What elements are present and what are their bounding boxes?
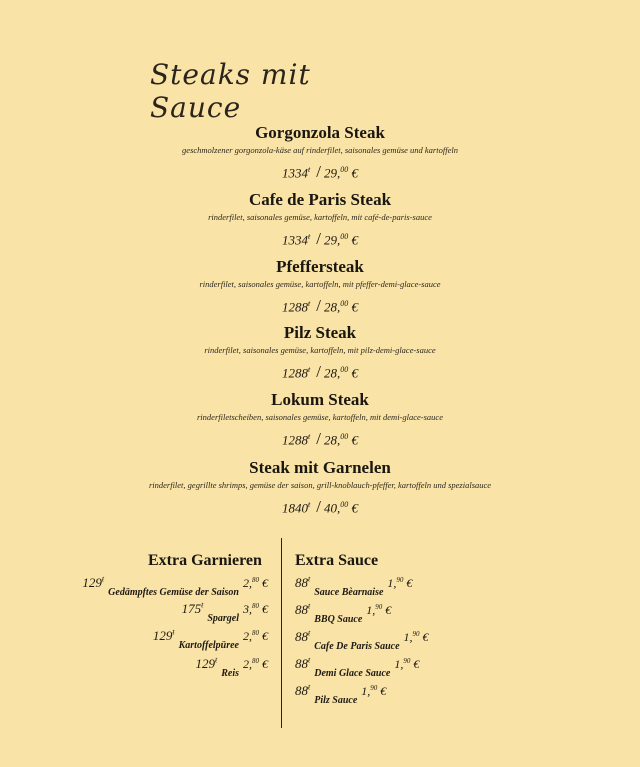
sauce-item: $88^ŧ$ $_{BBQ Sauce}$ 1,90 € bbox=[295, 601, 392, 625]
dish-description: rinderfilet, saisonales gemüse, kartoffeln, mit café-de-paris-sauce bbox=[208, 212, 432, 222]
column-divider bbox=[281, 538, 282, 728]
dish-name: Pilz Steak bbox=[283, 323, 357, 342]
dish-description: rinderfilet, gegrillte shrimps, gemüse der saison, grill-knoblauch-pfeffer, kartoffeln und spezialsauce bbox=[148, 480, 492, 490]
garnish-item: $129^ŧ$ $_{Gedämpftes Gemüse der Saison}$ 2,80 € bbox=[82, 574, 268, 598]
dish-description: geschmolzener gorgonzola-käse auf rinderfilet, saisonales gemüse und kartoffeln bbox=[182, 145, 458, 155]
dish-price: $1334^ŧ / 29,00$ € bbox=[282, 162, 358, 182]
dish-price: $1288^ŧ / 28,00$ € bbox=[282, 362, 358, 382]
sauce-item: $88^ŧ$ $_{Demi Glace Sauce}$ 1,90 € bbox=[295, 655, 420, 679]
dish-price: $1334^ŧ / 29,00$ € bbox=[282, 229, 358, 249]
dish-cafe-de-paris-steak bbox=[0, 190, 640, 248]
dish-price: $1288^ŧ / 28,00$ € bbox=[282, 296, 358, 316]
dish-gorgonzola-steak bbox=[0, 123, 640, 181]
dish-pfeffersteak bbox=[0, 257, 640, 315]
sauce-item: $88^ŧ$ $_{Pilz Sauce}$ 1,90 € bbox=[295, 682, 387, 706]
sauce-item: $88^ŧ$ $_{Sauce Bèarnaise}$ 1,90 € bbox=[295, 574, 413, 598]
dish-lokum-steak bbox=[0, 390, 640, 448]
dish-price: $1288^ŧ / 28,00$ € bbox=[282, 429, 358, 449]
extra-sauce-heading: Extra Sauce bbox=[295, 552, 379, 569]
dish-name: Lokum Steak bbox=[271, 390, 369, 409]
dish-pilz-steak bbox=[0, 323, 640, 381]
menu-title: Steaks mit Sauce bbox=[150, 58, 311, 124]
dish-description: rinderfilet, saisonales gemüse, kartoffeln, mit pfeffer-demi-glace-sauce bbox=[199, 279, 441, 289]
dish-description: rinderfiletscheiben, saisonales gemüse, kartoffeln, mit demi-glace-sauce bbox=[197, 412, 443, 422]
garnish-item: $129^ŧ$ $_{Reis}$ 2,80 € bbox=[195, 655, 268, 679]
extra-garnieren-heading: Extra Garnieren bbox=[148, 552, 262, 569]
dish-name: Pfeffersteak bbox=[276, 257, 364, 276]
garnish-item: $129^ŧ$ $_{Kartoffelpüree}$ 2,80 € bbox=[152, 627, 268, 651]
dish-name: Gorgonzola Steak bbox=[255, 123, 385, 142]
sauce-item: $88^ŧ$ $_{Cafe De Paris Sauce}$ 1,90 € bbox=[295, 628, 429, 652]
dish-steak-mit-garnelen bbox=[0, 458, 640, 516]
dish-name: Steak mit Garnelen bbox=[249, 458, 391, 477]
dish-price: $1840^ŧ / 40,00$ € bbox=[282, 497, 358, 517]
dish-description: rinderfilet, saisonales gemüse, kartoffeln, mit pilz-demi-glace-sauce bbox=[204, 345, 436, 355]
garnish-item: $175^ŧ$ $_{Spargel}$ 3,80 € bbox=[181, 600, 268, 624]
dish-name: Cafe de Paris Steak bbox=[248, 190, 392, 209]
